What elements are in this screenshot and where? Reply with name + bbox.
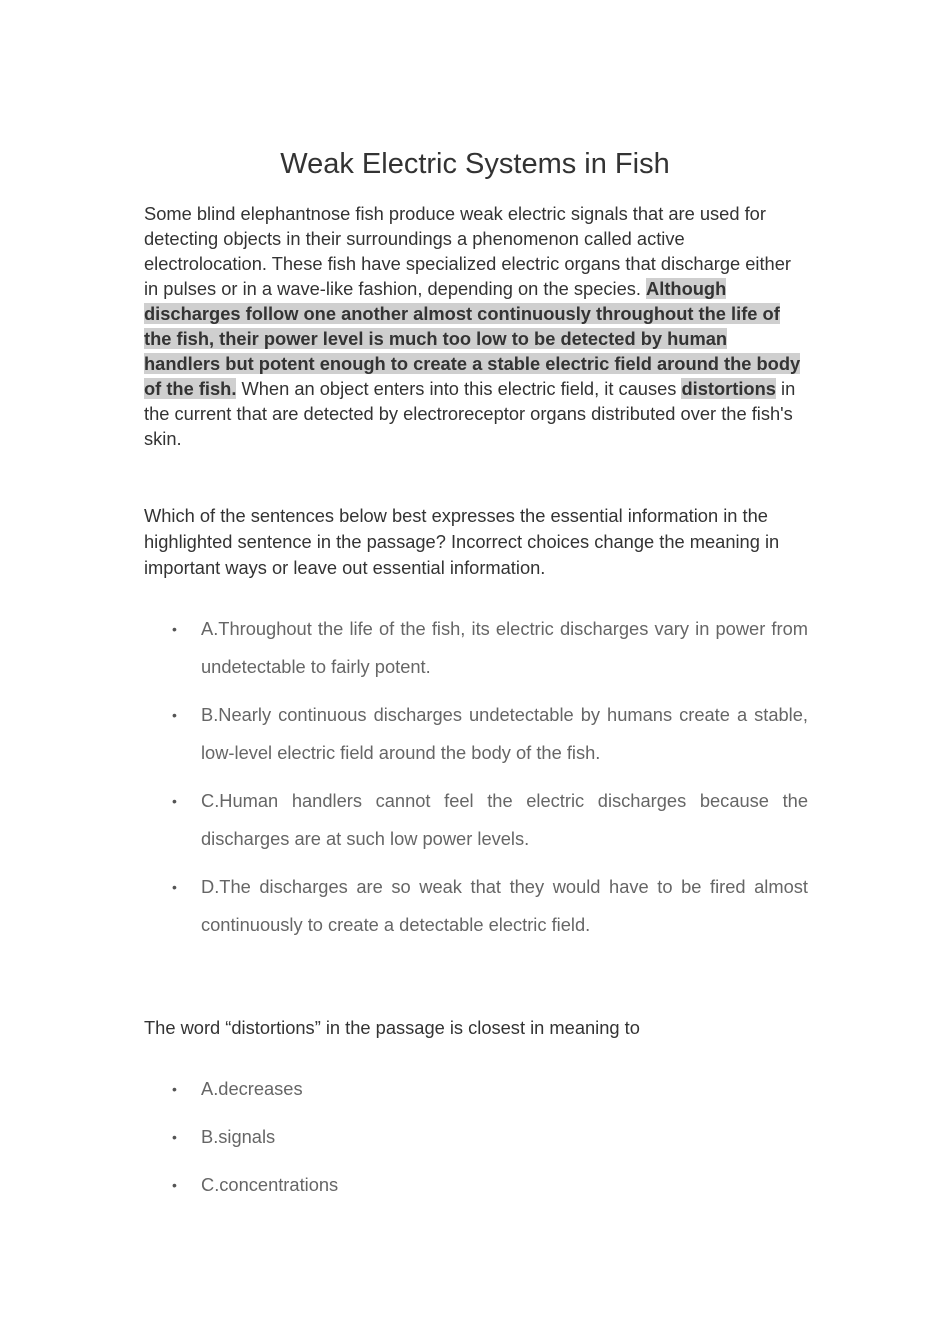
bullet-icon: • bbox=[172, 793, 177, 809]
bullet-icon: • bbox=[172, 1081, 177, 1097]
passage-text-part1: Some blind elephantnose fish produce weak electric signals that are used for detecting objects in their surroundings a phenomenon called active electrolocation. These fish have specialized electric organs that discharge either in pulses or in a wave-like fashion, depending on the species. bbox=[144, 203, 791, 299]
bullet-icon: • bbox=[172, 621, 177, 637]
question-1-choice-d[interactable] bbox=[144, 868, 808, 944]
page-title: Weak Electric Systems in Fish bbox=[280, 148, 670, 180]
question-2-choice-c[interactable] bbox=[144, 1166, 808, 1204]
highlighted-sentence: Although discharges follow one another almost continuously throughout the life of the fish, their power level is much too low to be detected by human handlers but potent enough to create a stable electric field around the body of the fish. bbox=[144, 278, 801, 399]
question-2-prompt: The word “distortions” in the passage is closest in meaning to bbox=[144, 1017, 640, 1038]
bullet-icon: • bbox=[172, 1129, 177, 1145]
question-2-choice-b[interactable] bbox=[144, 1118, 808, 1156]
choice-label: B.signals bbox=[201, 1126, 276, 1147]
question-1-choices bbox=[144, 610, 808, 954]
choice-label: A.Throughout the life of the fish, its electric discharges vary in power from undetectable to fairly potent. bbox=[201, 618, 808, 677]
passage-text-part3: in the current that are detected by electroreceptor organs distributed over the fish's skin. bbox=[144, 378, 796, 449]
question-2-choices bbox=[144, 1070, 808, 1214]
passage-text-part2: When an object enters into this electric field, it causes bbox=[236, 378, 682, 399]
question-1-choice-c[interactable] bbox=[144, 782, 808, 858]
bullet-icon: • bbox=[172, 707, 177, 723]
choice-label: C.Human handlers cannot feel the electric discharges because the discharges are at such low power levels. bbox=[201, 790, 808, 849]
bullet-icon: • bbox=[172, 1177, 177, 1193]
bullet-icon: • bbox=[172, 879, 177, 895]
question-2-choice-a[interactable] bbox=[144, 1070, 808, 1108]
choice-label: C.concentrations bbox=[201, 1174, 339, 1195]
choice-label: D.The discharges are so weak that they would have to be fired almost continuously to create a detectable electric field. bbox=[201, 876, 808, 935]
choice-label: A.decreases bbox=[201, 1078, 303, 1099]
choice-label: B.Nearly continuous discharges undetectable by humans create a stable, low-level electric field around the body of the fish. bbox=[201, 704, 808, 763]
question-1-prompt: Which of the sentences below best expresses the essential information in the highlighted sentence in the passage? Incorrect choices change the meaning in important ways or leave out essential information. bbox=[144, 505, 780, 578]
highlighted-word: distortions bbox=[681, 378, 776, 399]
reading-passage bbox=[144, 201, 808, 451]
question-1-choice-a[interactable] bbox=[144, 610, 808, 686]
question-1-choice-b[interactable] bbox=[144, 696, 808, 772]
